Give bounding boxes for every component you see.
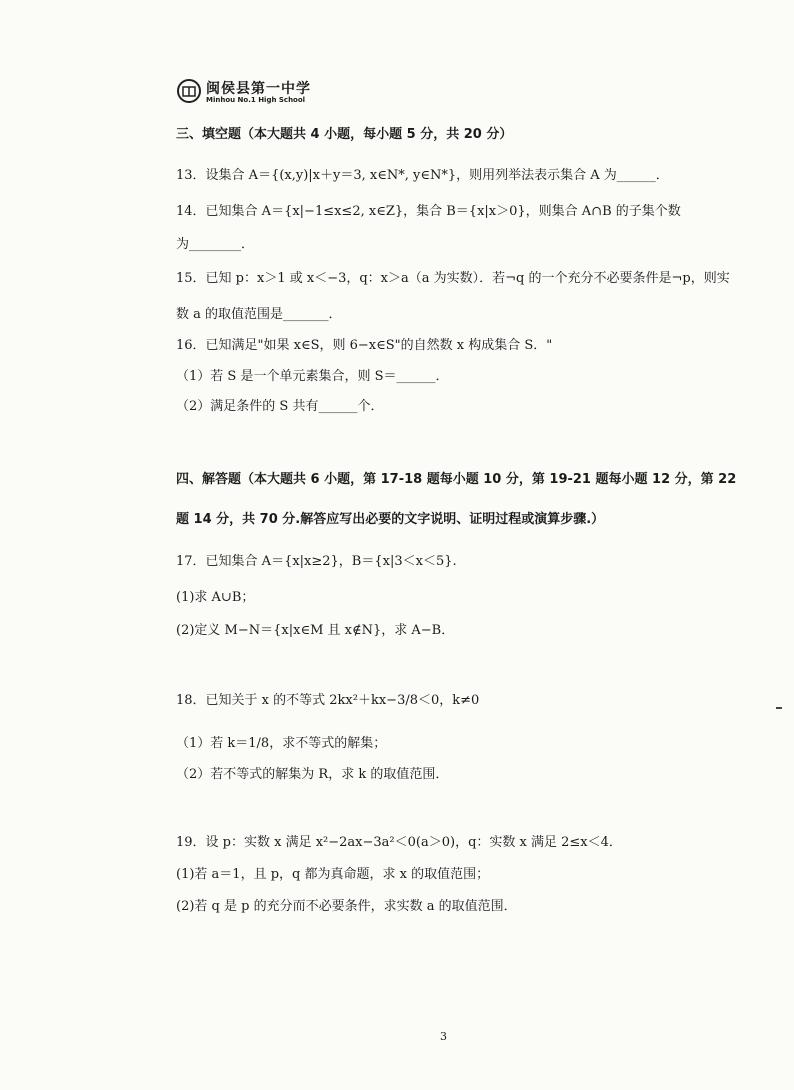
question-16-part-1: （1）若 S 是一个单元素集合，则 S＝______． (176, 369, 449, 384)
question-17-part-1: (1)求 A∪B； (176, 590, 255, 605)
section-4-title-cont: 题 14 分，共 70 分.解答应写出必要的文字说明、证明过程或演算步骤.） (176, 512, 605, 527)
question-17-part-2: (2)定义 M−N＝{x|x∈M 且 x∉N}，求 A−B． (176, 623, 455, 638)
question-19-part-1: (1)若 a＝1，且 p，q 都为真命题，求 x 的取值范围； (176, 867, 490, 882)
question-18-part-1: （1）若 k＝1/8，求不等式的解集； (176, 736, 387, 751)
school-name: 闽侯县第一中学 (206, 81, 311, 97)
question-19-part-2: (2)若 q 是 p 的充分而不必要条件，求实数 a 的取值范围． (176, 899, 517, 914)
question-16-part-2: （2）满足条件的 S 共有______个． (176, 399, 384, 414)
question-15: 15．已知 p：x＞1 或 x＜−3，q：x＞a（a 为实数）．若¬q 的一个充分不必要条件是¬p，则实 (176, 271, 730, 286)
question-17: 17．已知集合 A＝{x|x≥2}，B＝{x|3＜x＜5}. (176, 554, 457, 569)
section-4-title: 四、解答题（本大题共 6 小题，第 17-18 题每小题 10 分，第 19-21 题每小题 12 分，第 22 (176, 472, 737, 487)
question-19: 19．设 p：实数 x 满足 x²−2ax−3a²＜0(a＞0)，q：实数 x 满足 2≤x＜4． (176, 835, 622, 850)
question-14-cont: 为________． (176, 237, 255, 252)
section-3-title: 三、填空题（本大题共 4 小题，每小题 5 分，共 20 分） (176, 127, 513, 142)
scan-mark (776, 707, 782, 709)
question-18-part-2: （2）若不等式的解集为 R，求 k 的取值范围． (176, 767, 449, 782)
question-14: 14．已知集合 A＝{x|−1≤x≤2, x∈Z}，集合 B＝{x|x＞0}，则集合 A∩B 的子集个数 (176, 204, 681, 219)
question-13: 13．设集合 A＝{(x,y)|x＋y＝3, x∈N*, y∈N*}，则用列举法表示集合 A 为______． (176, 168, 669, 183)
question-15-cont: 数 a 的取值范围是_______． (176, 307, 342, 322)
question-18: 18．已知关于 x 的不等式 2kx²＋kx−3/8＜0，k≠0 (176, 693, 480, 708)
page-number: 3 (440, 1030, 447, 1043)
question-16: 16．已知满足"如果 x∈S，则 6−x∈S"的自然数 x 构成集合 S．" (176, 338, 553, 353)
school-header (176, 76, 356, 110)
school-name-en: Minhou No.1 High School (206, 96, 306, 104)
school-logo-icon (176, 78, 202, 104)
